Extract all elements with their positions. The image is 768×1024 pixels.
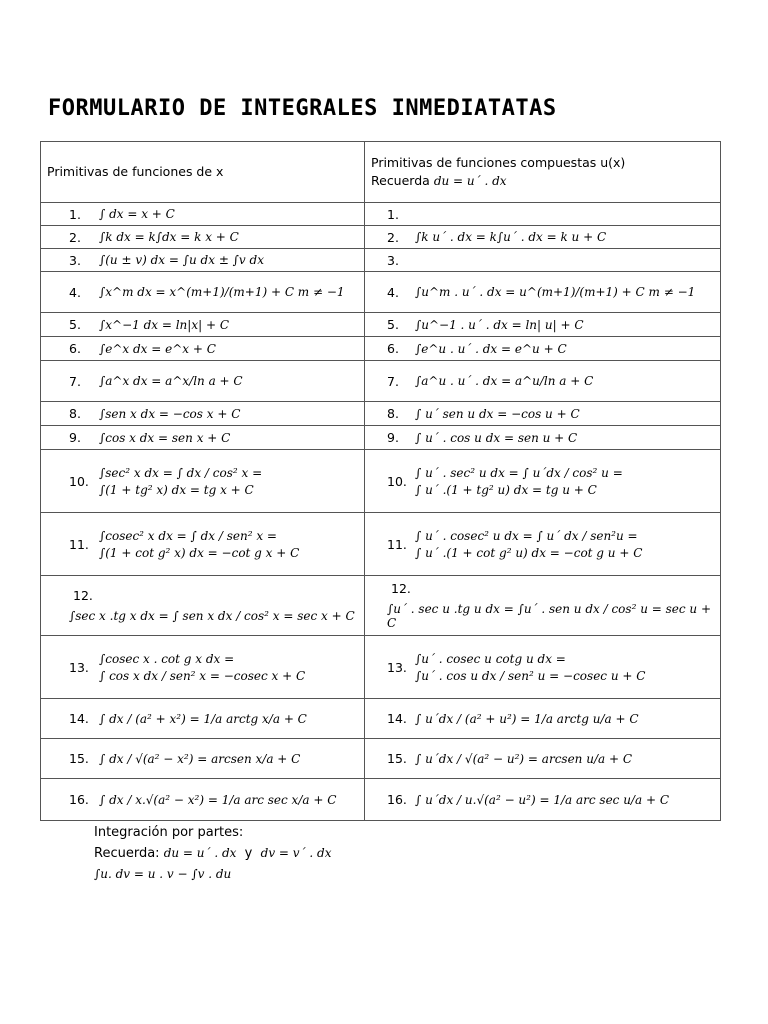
table-row bbox=[41, 699, 721, 739]
formula-right-b: ∫u´ . cos u dx / sen² u = −cosec u + C bbox=[415, 668, 646, 683]
footer-dv-formula: dv = v´ . dx bbox=[260, 846, 332, 860]
table-row bbox=[41, 513, 721, 576]
row-number: 10. bbox=[69, 473, 89, 489]
formula-left: ∫x^m dx = x^(m+1)/(m+1) + C m ≠ −1 bbox=[99, 285, 345, 299]
footer-line2 bbox=[94, 843, 331, 864]
formula-left: ∫a^x dx = a^x/ln a + C bbox=[99, 374, 243, 388]
row-number: 6. bbox=[69, 341, 81, 356]
formula-left: ∫ dx / √(a² − x²) = arcsen x/a + C bbox=[99, 751, 301, 766]
header-right-label: Recuerda bbox=[371, 173, 430, 188]
row-number: 2. bbox=[69, 229, 81, 245]
formula-left: ∫sec x .tg x dx = ∫ sen x dx / cos² x = sec x + C bbox=[69, 609, 355, 623]
formula-left: ∫x^−1 dx = ln|x| + C bbox=[99, 317, 229, 332]
table-header-row bbox=[41, 142, 721, 203]
footer-du-formula: du = u´ . dx bbox=[163, 846, 237, 860]
formula-right-b: ∫ u´ .(1 + cot g² u) dx = −cot g u + C bbox=[415, 545, 643, 560]
row-number: 15. bbox=[69, 751, 89, 766]
row-number: 5. bbox=[69, 317, 81, 332]
row-number: 16. bbox=[387, 792, 407, 807]
table-row bbox=[41, 337, 721, 361]
row-number: 9. bbox=[69, 430, 81, 445]
header-left-text: Primitivas de funciones de x bbox=[47, 164, 224, 179]
table-row bbox=[41, 402, 721, 426]
row-number: 9. bbox=[387, 430, 399, 445]
formula-right: ∫a^u . u´ . dx = a^u/ln a + C bbox=[415, 374, 594, 388]
row-number: 11. bbox=[387, 536, 407, 552]
formula-right-a: ∫u´ . cosec u cotg u dx = bbox=[415, 651, 566, 666]
header-right-line2 bbox=[365, 172, 720, 190]
formula-left-b: ∫(1 + cot g² x) dx = −cot g x + C bbox=[99, 545, 300, 560]
footer-parts-formula: ∫u. dv = u . v − ∫v . du bbox=[94, 867, 232, 881]
formula-right-a: ∫ u´ . sec² u dx = ∫ u´dx / cos² u = bbox=[415, 465, 623, 480]
header-left bbox=[41, 142, 365, 203]
formula-right: ∫ u´ . cos u dx = sen u + C bbox=[415, 430, 578, 445]
formula-left: ∫k dx = k∫dx = k x + C bbox=[99, 230, 239, 244]
table-row bbox=[41, 203, 721, 226]
row-number: 1. bbox=[69, 206, 81, 222]
row-number: 7. bbox=[387, 373, 399, 389]
table-row bbox=[41, 249, 721, 272]
formula-left: ∫sen x dx = −cos x + C bbox=[99, 406, 241, 421]
formula-left: ∫ dx / x.√(a² − x²) = 1/a arc sec x/a + C bbox=[99, 792, 337, 807]
row-number: 1. bbox=[387, 206, 399, 222]
row-number: 4. bbox=[69, 284, 81, 300]
formula-right-a: ∫ u´ . cosec² u dx = ∫ u´ dx / sen²u = bbox=[415, 528, 638, 543]
table-row bbox=[41, 361, 721, 402]
formula-right: ∫e^u . u´ . dx = e^u + C bbox=[415, 341, 567, 356]
row-number: 10. bbox=[387, 473, 407, 489]
table-row bbox=[41, 576, 721, 636]
row-number: 14. bbox=[69, 711, 89, 726]
formula-right: ∫u^−1 . u´ . dx = ln| u| + C bbox=[415, 317, 584, 332]
table-row bbox=[41, 450, 721, 513]
row-number: 12. bbox=[73, 588, 93, 603]
formula-right: ∫ u´dx / u.√(a² − u²) = 1/a arc sec u/a + C bbox=[415, 792, 669, 807]
row-number: 16. bbox=[69, 792, 89, 807]
formula-left-b: ∫ cos x dx / sen² x = −cosec x + C bbox=[99, 668, 306, 683]
row-number: 5. bbox=[387, 317, 399, 332]
formula-right: ∫u^m . u´ . dx = u^(m+1)/(m+1) + C m ≠ −1 bbox=[415, 285, 696, 299]
row-number: 4. bbox=[387, 284, 399, 300]
row-number: 13. bbox=[69, 659, 89, 675]
table-row bbox=[41, 739, 721, 779]
row-number: 7. bbox=[69, 373, 81, 389]
table-row bbox=[41, 272, 721, 313]
row-number: 13. bbox=[387, 659, 407, 675]
header-right bbox=[365, 142, 721, 203]
footer-line1: Integración por partes: bbox=[94, 825, 244, 840]
formula-left: ∫ dx = x + C bbox=[99, 207, 175, 221]
formula-right: ∫ u´dx / √(a² − u²) = arcsen u/a + C bbox=[415, 751, 633, 766]
row-number: 8. bbox=[387, 406, 399, 421]
row-number: 14. bbox=[387, 711, 407, 726]
integrals-table bbox=[40, 141, 721, 821]
footer-recuerda-label: Recuerda: bbox=[94, 846, 160, 861]
formula-left-b: ∫(1 + tg² x) dx = tg x + C bbox=[99, 482, 254, 497]
footer-y-text: y bbox=[244, 846, 253, 861]
table-row bbox=[41, 636, 721, 699]
row-number: 11. bbox=[69, 536, 89, 552]
footer-integration-by-parts bbox=[94, 822, 331, 885]
formula-left: ∫e^x dx = e^x + C bbox=[99, 341, 216, 356]
header-right-line1: Primitivas de funciones compuestas u(x) bbox=[371, 155, 626, 170]
header-right-formula: du = u´ . dx bbox=[433, 174, 507, 188]
formula-right-b: ∫ u´ .(1 + tg² u) dx = tg u + C bbox=[415, 482, 597, 497]
formula-left-a: ∫sec² x dx = ∫ dx / cos² x = bbox=[99, 465, 263, 480]
row-number: 15. bbox=[387, 751, 407, 766]
formula-right: ∫ u´ sen u dx = −cos u + C bbox=[415, 406, 580, 421]
formula-right: ∫k u´ . dx = k∫u´ . dx = k u + C bbox=[415, 230, 607, 244]
row-number: 6. bbox=[387, 341, 399, 356]
formula-left-a: ∫cosec x . cot g x dx = bbox=[99, 651, 235, 666]
table-row bbox=[41, 779, 721, 821]
table-row bbox=[41, 313, 721, 337]
row-number: 2. bbox=[387, 229, 399, 245]
formula-right: ∫u´ . sec u .tg u dx = ∫u´ . sen u dx / cos² u = sec u + C bbox=[387, 602, 711, 630]
row-number: 3. bbox=[69, 252, 81, 268]
row-number: 8. bbox=[69, 406, 81, 421]
formula-left-a: ∫cosec² x dx = ∫ dx / sen² x = bbox=[99, 528, 277, 543]
page-title: FORMULARIO DE INTEGRALES INMEDIATATAS bbox=[48, 96, 557, 121]
table-row bbox=[41, 426, 721, 450]
formula-right: ∫ u´dx / (a² + u²) = 1/a arctg u/a + C bbox=[415, 711, 639, 726]
row-number: 12. bbox=[391, 581, 411, 596]
row-number: 3. bbox=[387, 252, 399, 268]
formula-left: ∫(u ± v) dx = ∫u dx ± ∫v dx bbox=[99, 253, 264, 267]
formula-left: ∫ dx / (a² + x²) = 1/a arctg x/a + C bbox=[99, 711, 307, 726]
table-row bbox=[41, 226, 721, 249]
formula-left: ∫cos x dx = sen x + C bbox=[99, 430, 231, 445]
